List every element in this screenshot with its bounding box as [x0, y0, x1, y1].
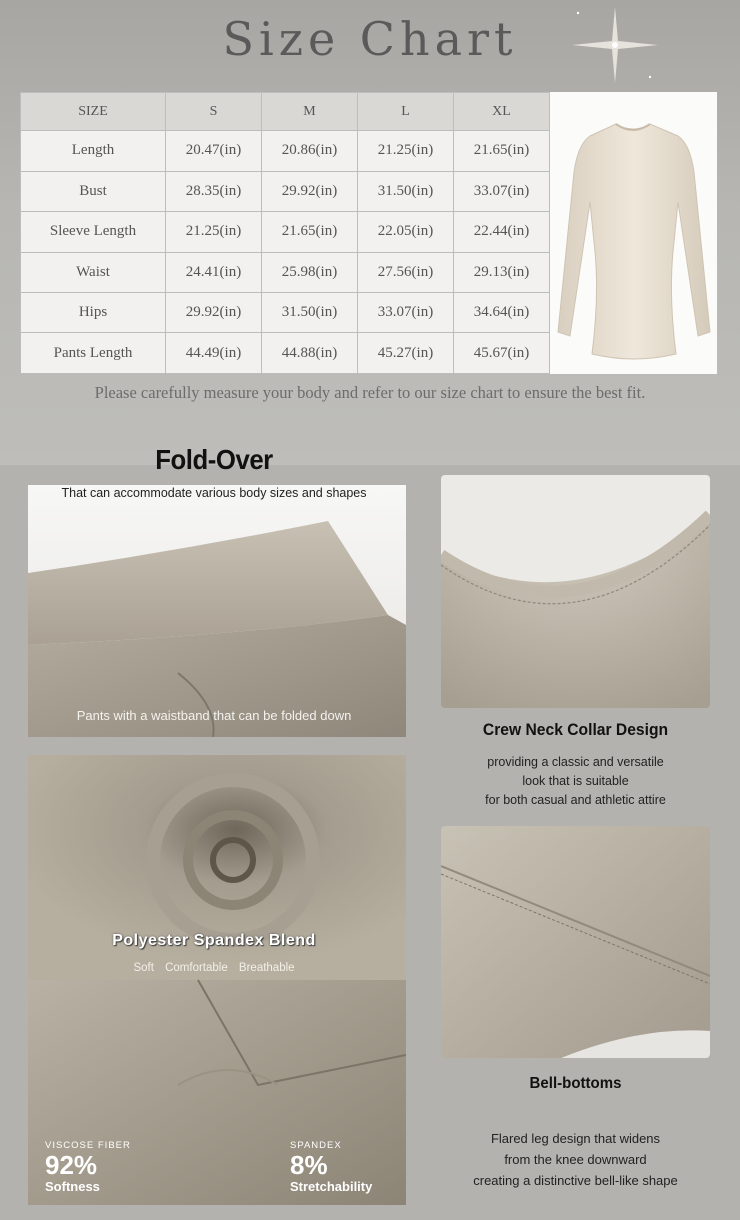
table-cell: 22.44(in)	[454, 212, 550, 252]
page-title: Size Chart	[222, 12, 518, 66]
spandex-stat	[290, 1140, 372, 1194]
bell-line: from the knee downward	[504, 1152, 647, 1167]
row-label: Length	[21, 131, 166, 171]
bell-line: creating a distinctive bell-like shape	[473, 1173, 678, 1188]
table-cell: 33.07(in)	[358, 293, 454, 333]
stat-value: 92%	[45, 1150, 98, 1180]
row-label: Sleeve Length	[21, 212, 166, 252]
bell-bottoms-description	[441, 1128, 710, 1191]
bell-bottoms-photo	[441, 826, 710, 1058]
stat-label: SPANDEX	[290, 1140, 342, 1151]
crew-neck-line: look that is suitable	[522, 774, 629, 788]
fabric-photo	[28, 755, 406, 1205]
table-cell: 45.27(in)	[358, 333, 454, 374]
table-row	[21, 212, 550, 252]
table-row	[21, 171, 550, 211]
table-cell: 45.67(in)	[454, 333, 550, 374]
stat-value: 8%	[290, 1150, 328, 1180]
table-cell: 20.86(in)	[262, 131, 358, 171]
header-cell: L	[358, 93, 454, 131]
table-cell: 21.65(in)	[454, 131, 550, 171]
table-cell: 25.98(in)	[262, 252, 358, 292]
stat-desc: Stretchability	[290, 1179, 373, 1194]
table-row	[21, 252, 550, 292]
row-label: Bust	[21, 171, 166, 211]
table-cell: 29.13(in)	[454, 252, 550, 292]
viscose-stat	[45, 1140, 131, 1194]
bell-bottoms-title: Bell-bottoms	[529, 1075, 622, 1092]
table-cell: 44.49(in)	[166, 333, 262, 374]
crew-neck-title: Crew Neck Collar Design	[482, 720, 669, 739]
table-cell: 33.07(in)	[454, 171, 550, 211]
table-cell: 27.56(in)	[358, 252, 454, 292]
table-cell: 31.50(in)	[262, 293, 358, 333]
fabric-subtitle: Soft Comfortable Breathable	[133, 962, 295, 974]
fabric-title: Polyester Spandex Blend	[112, 932, 316, 949]
crew-neck-photo	[441, 475, 710, 708]
table-cell: 21.65(in)	[262, 212, 358, 252]
stat-desc: Softness	[45, 1179, 100, 1194]
row-label: Waist	[21, 252, 166, 292]
fold-over-title: Fold-Over	[155, 444, 273, 475]
crew-neck-line: for both casual and athletic attire	[485, 793, 666, 807]
table-cell: 21.25(in)	[166, 212, 262, 252]
bell-line: Flared leg design that widens	[490, 1131, 661, 1146]
table-cell: 20.47(in)	[166, 131, 262, 171]
header-cell: S	[166, 93, 262, 131]
crew-neck-line: providing a classic and versatile	[487, 755, 664, 769]
stat-label: VISCOSE FIBER	[45, 1140, 131, 1151]
sparkle-icon	[570, 5, 660, 85]
table-cell: 34.64(in)	[454, 293, 550, 333]
header-cell: M	[262, 93, 358, 131]
row-label: Hips	[21, 293, 166, 333]
crew-neck-description	[441, 753, 710, 810]
table-row	[21, 131, 550, 171]
table-cell: 29.92(in)	[166, 293, 262, 333]
long-sleeve-top-icon	[550, 92, 717, 374]
table-cell: 44.88(in)	[262, 333, 358, 374]
table-cell: 31.50(in)	[358, 171, 454, 211]
size-note: Please carefully measure your body and refer to our size chart to ensure the best fit.	[94, 383, 646, 402]
table-row	[21, 333, 550, 374]
row-label: Pants Length	[21, 333, 166, 374]
fold-over-subtitle: That can accommodate various body sizes and shapes	[61, 486, 367, 500]
table-cell: 24.41(in)	[166, 252, 262, 292]
table-row	[21, 293, 550, 333]
header-cell: SIZE	[21, 93, 166, 131]
size-chart-section	[0, 0, 740, 465]
size-table-header	[21, 93, 550, 131]
fold-over-photo	[28, 485, 406, 737]
header-cell: XL	[454, 93, 550, 131]
table-cell: 21.25(in)	[358, 131, 454, 171]
size-table	[20, 92, 550, 374]
table-cell: 28.35(in)	[166, 171, 262, 211]
table-cell: 29.92(in)	[262, 171, 358, 211]
fold-over-caption: Pants with a waistband that can be folded down	[76, 708, 352, 723]
table-cell: 22.05(in)	[358, 212, 454, 252]
shirt-image	[550, 92, 717, 374]
